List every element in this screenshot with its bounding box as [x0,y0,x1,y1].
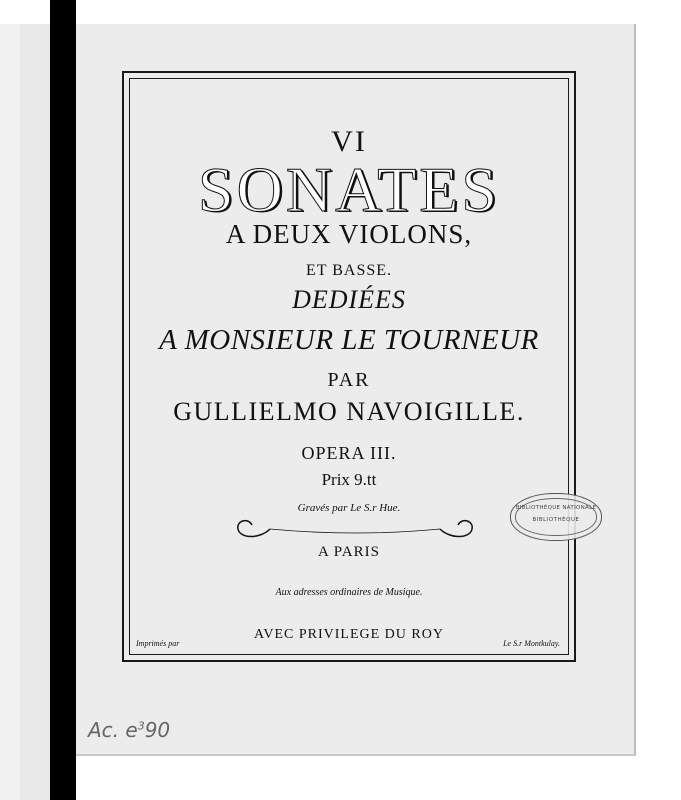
engraver-credit: Gravés par Le S.r Hue. [297,502,401,514]
shelfmark-number: 90 [144,718,171,742]
volume-number: VI [331,125,367,158]
scan-gutter [50,0,76,800]
decorative-frame [122,71,597,662]
library-stamp [510,493,602,541]
facing-page-margin [0,24,20,800]
addresses-note: Aux adresses ordinaires de Musique. [275,587,423,598]
publication-place: A PARIS [318,544,380,560]
stamp-line-1: BIBLIOTHÈQUE NATIONALE [515,505,597,511]
price: Prix 9.tt [321,470,377,489]
composer-name: GULLIELMO NAVOIGILLE. [173,397,525,426]
royal-privilege: AVEC PRIVILEGE DU ROY [254,627,444,642]
title-page [76,24,636,756]
inner-frame [129,78,569,655]
instrumentation: ET BASSE. [305,262,393,279]
printed-by-label: Imprimés par [136,639,180,648]
shelfmark [88,718,170,742]
shelfmark-prefix: Ac. e [88,718,138,742]
by-label: PAR [327,369,371,391]
opus-number: OPERA III. [301,443,397,463]
work-title: SONATES [198,154,500,225]
work-subtitle: A DEUX VIOLONS, [225,219,473,249]
dedicatee: A MONSIEUR LE TOURNEUR [159,324,539,356]
dedication-label: DEDIÉES [292,285,406,314]
printer-name: Le S.r Montkulay. [503,639,560,648]
stamp-line-2: BIBLIOTHÈQUE [532,517,580,523]
shelfmark-superscript: 3 [137,719,145,733]
